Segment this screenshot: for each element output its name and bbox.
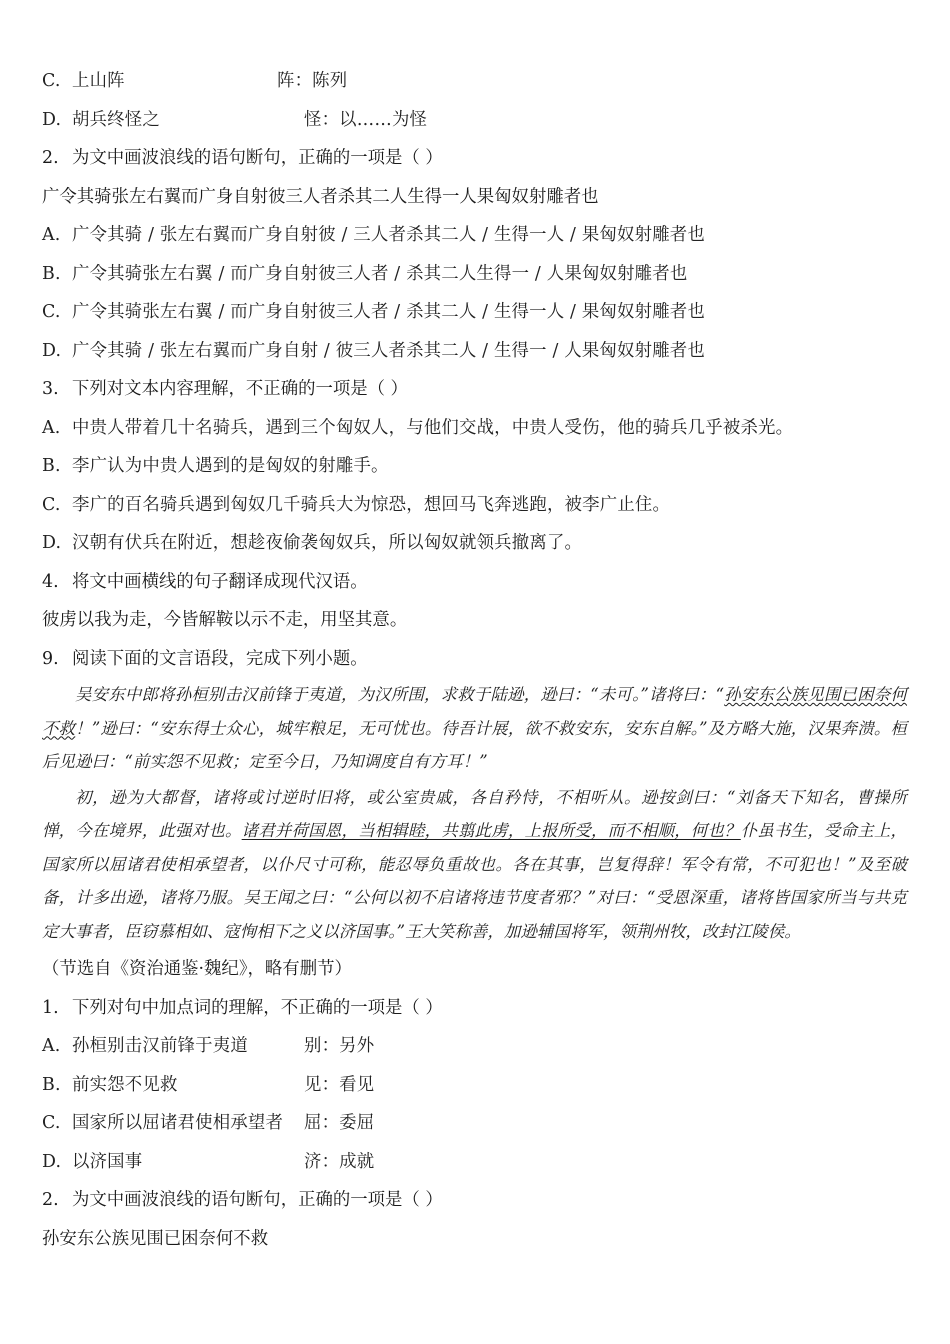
question-prompt-1b: [42, 989, 907, 1028]
list-item: [42, 332, 907, 371]
list-item: [42, 62, 907, 101]
underlined-sentence: 诸君并荷国恩，当相辑睦，共翦此虏，上报所受，而不相顺，何也？: [241, 821, 741, 840]
option-gloss: 怪：以……为怪: [304, 109, 428, 130]
question-number: 2.: [42, 1190, 59, 1210]
list-item: [42, 293, 907, 332]
list-item: [42, 1143, 907, 1182]
option-text: 李广的百名骑兵遇到匈奴几千骑兵大为惊恐，想回马飞奔逃跑，被李广止住。: [72, 494, 671, 515]
list-item: [42, 409, 907, 448]
option-letter: A.: [42, 225, 61, 245]
option-text: 中贵人带着几十名骑兵，遇到三个匈奴人，与他们交战，中贵人受伤，他的骑兵几乎被杀光。: [72, 417, 794, 438]
option-letter: D.: [42, 1151, 62, 1172]
list-item: [42, 1066, 907, 1105]
option-letter: D.: [42, 340, 62, 361]
option-text: 广令其骑张左右翼 / 而广身自射彼三人者 / 杀其二人生得一 / 人果匈奴射雕者也: [72, 263, 688, 284]
question-text: 阅读下面的文言语段，完成下列小题。: [72, 648, 368, 669]
question-prompt-9: [42, 640, 907, 679]
option-letter: C.: [42, 71, 61, 91]
question-text: 下列对文本内容理解，不正确的一项是（ ）: [72, 379, 408, 399]
option-text: 汉朝有伏兵在附近，想趁夜偷袭匈奴兵，所以匈奴就领兵撤离了。: [72, 533, 583, 553]
question-text: 将文中画横线的句子翻译成现代汉语。: [72, 571, 368, 592]
list-item: [42, 1104, 907, 1143]
question-text: 下列对句中加点词的理解，不正确的一项是（ ）: [72, 997, 443, 1018]
passage-text-part: 仆虽书生，受命主上，国家所以屈诸君使相承望者，以仆尺寸可称，能忍辱负重故也。各在其事，岂复得辞！军令有常，不可犯也！”及至破备，计多出逊，诸将乃服。吴王闻之曰：“公何以初不启诸将违节度者邪？”对曰：“受恩深重，诸将皆国家所当与共克定大事者，臣窃慕相如、寇恂相下之义以济国事。”王大笑称善，加逊辅国将军，领荆州牧，改封江陵侯。: [42, 821, 908, 941]
list-item: [42, 1027, 907, 1066]
option-stem: 前实怨不见救: [72, 1074, 178, 1095]
option-letter: D.: [42, 109, 62, 130]
option-gloss: 阵：陈列: [277, 71, 348, 91]
question-prompt-2b: [42, 1181, 907, 1220]
question-2a-source-sentence: 广令其骑张左右翼而广身自射彼三人者杀其二人生得一人果匈奴射雕者也: [42, 186, 599, 207]
option-gloss: 济：成就: [304, 1151, 375, 1172]
passage-paragraph-1: [42, 678, 907, 779]
passage-paragraph-2: [42, 781, 907, 949]
question-number: 9.: [42, 648, 59, 669]
list-item: [42, 524, 907, 563]
wavy-underlined-sentence: 孙安东公族见围已困奈何不救: [42, 685, 907, 738]
passage-text-part: 吴安东中郎将孙桓别击汉前锋于夷道，为汉所围，求救于陆逊，逊曰：“未可。”诸将曰：“: [75, 685, 725, 704]
option-gloss: 见：看见: [304, 1074, 375, 1095]
option-stem: 孙桓别击汉前锋于夷道: [72, 1036, 248, 1056]
question-text: 为文中画波浪线的语句断句，正确的一项是（ ）: [72, 148, 443, 168]
option-letter: B.: [42, 456, 61, 476]
option-letter: C.: [42, 1113, 61, 1133]
option-stem: 上山阵: [72, 71, 125, 91]
option-gloss: 屈：委屈: [304, 1113, 375, 1133]
source-citation: （节选自《资治通鉴·魏纪》，略有删节）: [42, 959, 352, 979]
question-4-sentence: 彼虏以我为走，今皆解鞍以示不走，用坚其意。: [42, 610, 408, 630]
option-text: 广令其骑 / 张左右翼而广身自射彼 / 三人者杀其二人 / 生得一人 / 果匈奴射雕者也: [72, 225, 705, 245]
passage-text-part: 初，逊为大都督，诸将或讨逆时旧将，或公室贵戚，各自矜恃，不相听从。逊按剑曰：“刘备天下知名，曹操所惮，今在境界，此强对也。: [42, 787, 907, 840]
option-letter: C.: [42, 302, 61, 322]
list-item: [42, 447, 907, 486]
question-prompt-4: [42, 563, 907, 602]
question-text: 为文中画波浪线的语句断句，正确的一项是（ ）: [72, 1190, 443, 1210]
option-letter: A.: [42, 417, 61, 438]
option-text: 广令其骑张左右翼 / 而广身自射彼三人者 / 杀其二人 / 生得一人 / 果匈奴射雕者也: [72, 302, 705, 322]
question-number: 2.: [42, 148, 59, 168]
option-stem: 胡兵终怪之: [72, 109, 160, 130]
option-text: 李广认为中贵人遇到的是匈奴的射雕手。: [72, 456, 389, 476]
list-item: [42, 486, 907, 525]
option-gloss: 别：另外: [304, 1036, 375, 1056]
option-letter: D.: [42, 533, 62, 553]
option-letter: A.: [42, 1036, 61, 1056]
question-prompt-2a: [42, 139, 907, 178]
question-prompt-3: [42, 370, 907, 409]
list-item: [42, 101, 907, 140]
question-2b-source-sentence: 孙安东公族见围已困奈何不救: [42, 1228, 269, 1249]
list-item: [42, 216, 907, 255]
option-text: 广令其骑 / 张左右翼而广身自射 / 彼三人者杀其二人 / 生得一 / 人果匈奴射雕者也: [72, 340, 705, 361]
question-number: 3.: [42, 379, 59, 399]
option-stem: 以济国事: [72, 1151, 143, 1172]
question-number: 1.: [42, 997, 59, 1018]
list-item: [42, 255, 907, 294]
question-number: 4.: [42, 571, 59, 592]
option-letter: B.: [42, 263, 61, 284]
option-letter: C.: [42, 494, 61, 515]
option-stem: 国家所以屈诸君使相承望者: [72, 1113, 284, 1133]
passage-text-part: ！”逊曰：“安东得士众心，城牢粮足，无可忧也。待吾计展，欲不救安东，安东自解。”及方略大施，汉果奔溃。桓后见逊曰：“前实怨不见救；定至今日，乃知调度自有方耳！”: [42, 718, 908, 771]
option-letter: B.: [42, 1074, 61, 1095]
